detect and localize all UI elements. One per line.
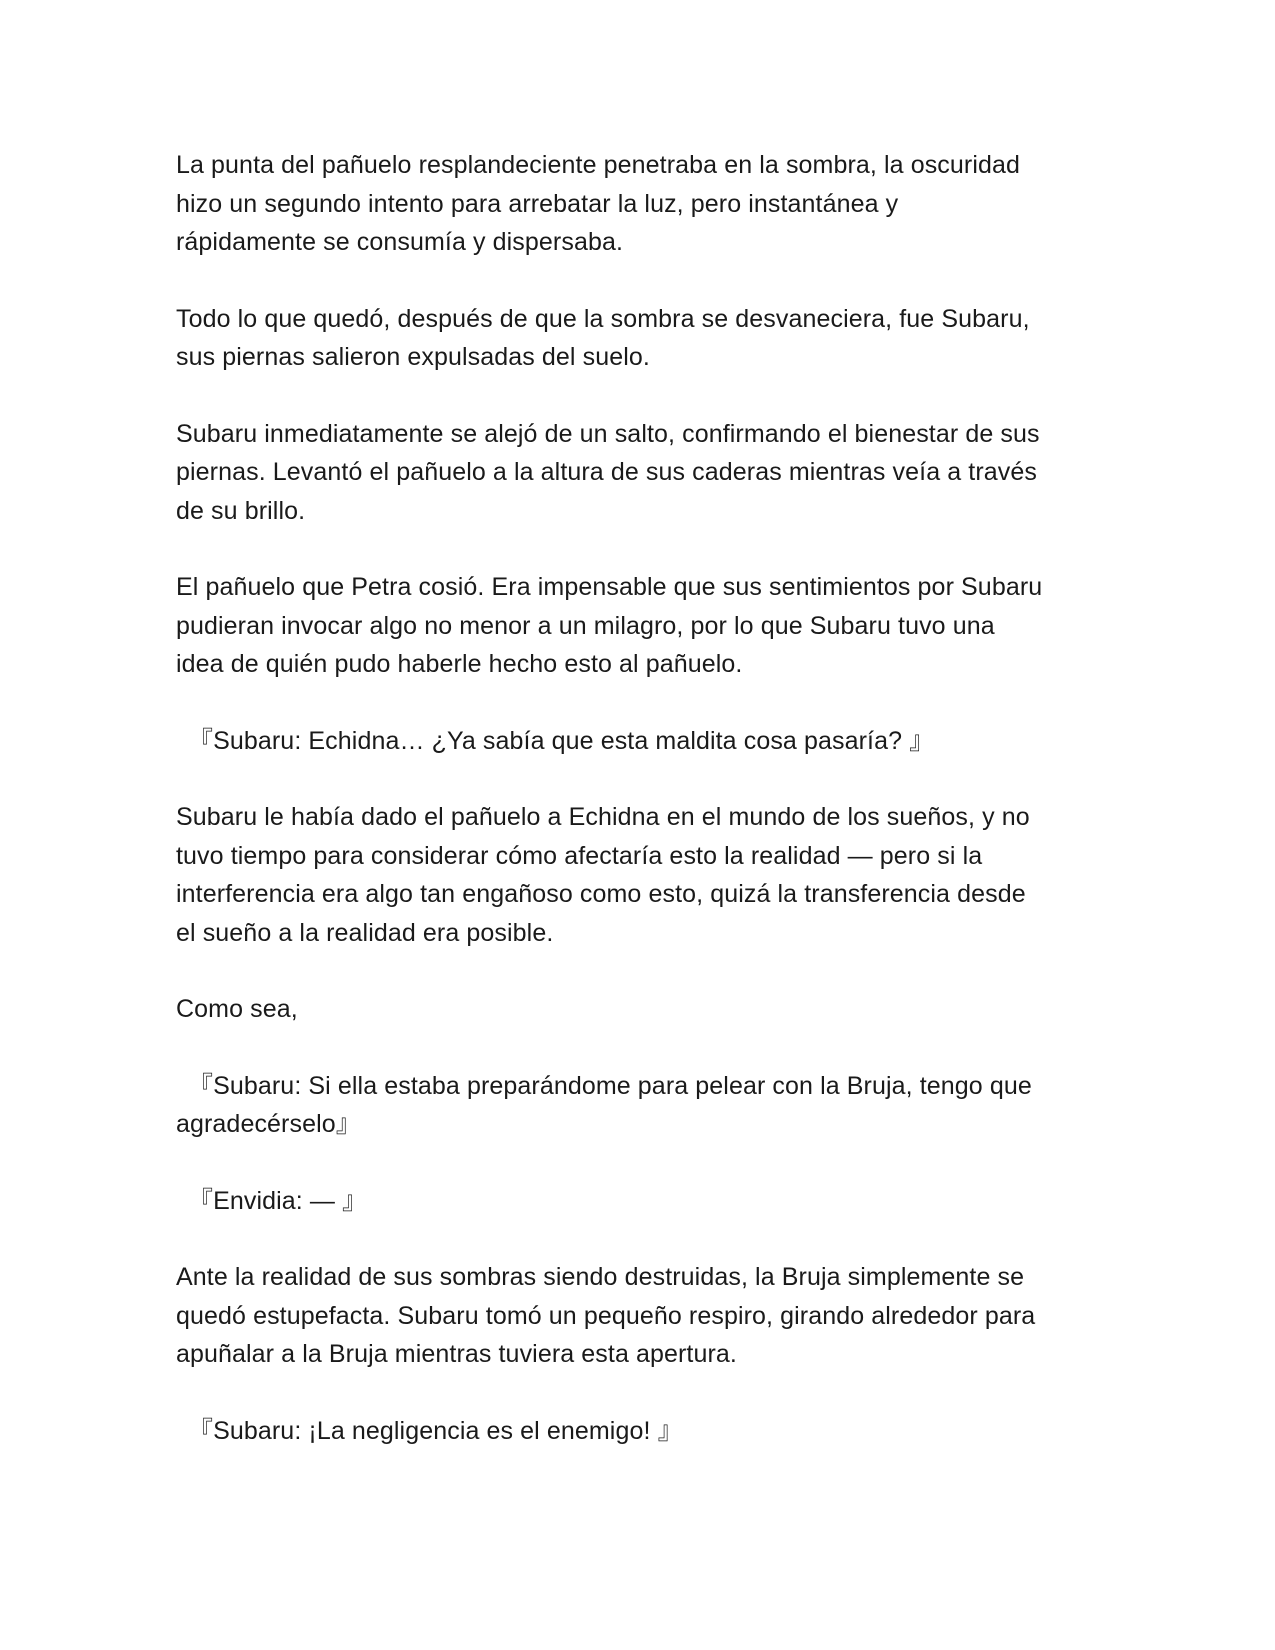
text-line: piernas. Levantó el pañuelo a la altura de sus caderas mientras veía a través bbox=[176, 458, 1037, 486]
dialogue-line bbox=[176, 1182, 1106, 1221]
text-line: Subaru inmediatamente se alejó de un salto, confirmando el bienestar de sus bbox=[176, 419, 1040, 448]
text-line: rápidamente se consumía y dispersaba. bbox=[176, 228, 623, 256]
text-line: Todo lo que quedó, después de que la sombra se desvaneciera, fue Subaru, bbox=[176, 304, 1030, 333]
text-line: La punta del pañuelo resplandeciente penetraba en la sombra, la oscuridad bbox=[176, 151, 1021, 179]
text-line: de su brillo. bbox=[176, 496, 306, 525]
text-line: sus piernas salieron expulsadas del suelo. bbox=[176, 343, 650, 371]
text-line: Ante la realidad de sus sombras siendo destruidas, la Bruja simplemente se bbox=[176, 1263, 1025, 1291]
narration-paragraph bbox=[176, 798, 1106, 952]
dialogue-text: 『Subaru: ¡La negligencia es el enemigo! 』 bbox=[188, 1416, 683, 1445]
narration-paragraph bbox=[176, 146, 1106, 262]
narration-paragraph bbox=[176, 1258, 1106, 1374]
narration-paragraph bbox=[176, 990, 1106, 1029]
text-line: hizo un segundo intento para arrebatar la luz, pero instantánea y bbox=[176, 189, 899, 218]
narration-paragraph bbox=[176, 568, 1106, 684]
text-line: El pañuelo que Petra cosió. Era impensable que sus sentimientos por Subaru bbox=[176, 573, 1043, 601]
text-line: pudieran invocar algo no menor a un milagro, por lo que Subaru tuvo una bbox=[176, 611, 995, 640]
text-line: idea de quién pudo haberle hecho esto al pañuelo. bbox=[176, 650, 743, 678]
text-line: Como sea, bbox=[176, 995, 298, 1023]
narration-paragraph bbox=[176, 300, 1106, 377]
dialogue-text: agradecérselo』 bbox=[176, 1110, 361, 1138]
text-line: el sueño a la realidad era posible. bbox=[176, 918, 554, 947]
text-line: Subaru le había dado el pañuelo a Echidna en el mundo de los sueños, y no bbox=[176, 803, 1030, 831]
text-line: interferencia era algo tan engañoso como esto, quizá la transferencia desde bbox=[176, 880, 1026, 908]
text-line: quedó estupefacta. Subaru tomó un pequeño respiro, girando alrededor para bbox=[176, 1301, 1036, 1330]
dialogue-text: 『Subaru: Echidna… ¿Ya sabía que esta maldita cosa pasaría? 』 bbox=[188, 726, 935, 755]
text-line: apuñalar a la Bruja mientras tuviera esta apertura. bbox=[176, 1340, 737, 1368]
dialogue-text: 『Envidia: — 』 bbox=[188, 1186, 368, 1215]
document-body bbox=[176, 146, 1106, 1488]
text-line: tuvo tiempo para considerar cómo afectaría esto la realidad — pero si la bbox=[176, 841, 983, 870]
dialogue-text: 『Subaru: Si ella estaba preparándome para pelear con la Bruja, tengo que bbox=[188, 1071, 1032, 1100]
dialogue-line bbox=[176, 722, 1106, 761]
dialogue-line bbox=[176, 1067, 1106, 1144]
narration-paragraph bbox=[176, 415, 1106, 531]
dialogue-line bbox=[176, 1412, 1106, 1451]
